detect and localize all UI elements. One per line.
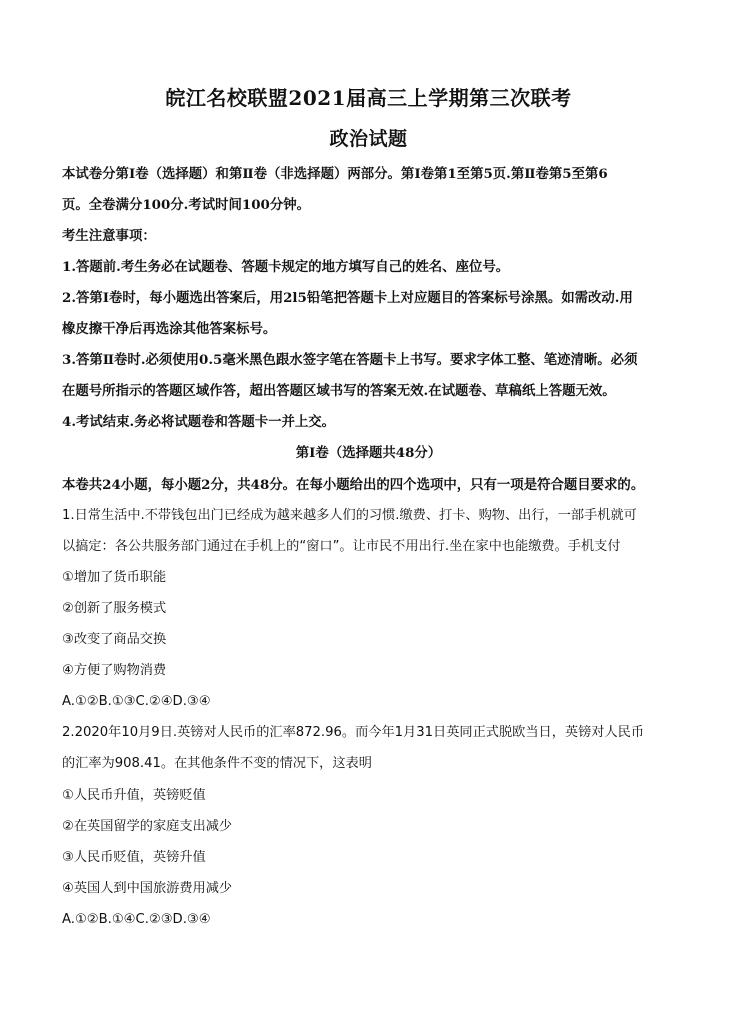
section-description: 本卷共24小题，每小题2分，共48分。在每小题给出的四个选项中，只有一项是符合题目要求的。 xyxy=(62,477,645,493)
question-2-option-1: ①人民币升值，英镑贬值 xyxy=(62,788,206,803)
question-2-option-3: ③人民币贬值，英镑升值 xyxy=(62,850,206,865)
notice-item-4: 4.考试结束.务必将试题卷和答题卡一并上交。 xyxy=(62,414,336,430)
question-2-option-4: ④英国人到中国旅游费用减少 xyxy=(62,881,233,896)
question-1-answers: A.①②B.①③C.②④D.③④ xyxy=(62,694,211,709)
notice-item-2-line-1: 2.答第Ⅰ卷时，每小题选出答案后，用2l5铅笔把答题卡上对应题目的答案标号涂黑。如需改动.用 xyxy=(62,290,633,306)
intro-line-1: 本试卷分第Ⅰ卷（选择题）和第Ⅱ卷（非选择题）两部分。第Ⅰ卷第1至第5页.第Ⅱ卷第5至第6 xyxy=(62,166,608,182)
question-1-stem-line-2: 以搞定：各公共服务部门通过在手机上的“窗口”。让市民不用出行.坐在家中也能缴费。手机支付 xyxy=(62,539,621,554)
section-title: 第Ⅰ卷（选择题共48分） xyxy=(295,445,442,461)
notice-item-2-line-2: 橡皮擦干净后再选涂其他答案标号。 xyxy=(62,321,277,337)
notice-item-1: 1.答题前.考生务必在试题卷、答题卡规定的地方填写自己的姓名、座位号。 xyxy=(62,259,510,275)
notice-item-3-line-2: 在题号所指示的答题区域作答，超出答题区域书写的答案无效.在试题卷、草稿纸上答题无效。 xyxy=(62,383,616,399)
question-2-stem-line-1: 2.2020年10月9日.英镑对人民币的汇率872.96。而今年1月31日英同正式脱欧当日，英镑对人民币 xyxy=(62,725,645,740)
intro-line-2: 页。全卷满分100分.考试时间100分钟。 xyxy=(62,197,311,213)
question-2-answers: A.①②B.①④C.②③D.③④ xyxy=(62,912,211,927)
exam-subject: 政治试题 xyxy=(329,128,408,150)
notice-heading: 考生注意事项： xyxy=(62,228,156,244)
question-1-option-2: ②创新了服务模式 xyxy=(62,601,167,616)
notice-item-3-line-1: 3.答第Ⅱ卷时.必须使用0.5毫米黑色跟水签字笔在答题卡上书写。要求字体工整、笔迹清晰。必须 xyxy=(62,352,638,368)
question-2-option-2: ②在英国留学的家庭支出减少 xyxy=(62,819,233,834)
question-2-stem-line-2: 的汇率为908.41。在其他条件不变的情况下，这表明 xyxy=(62,756,372,771)
question-1-stem-line-1: 1.日常生活中.不带钱包出门已经成为越来越多人们的习惯.缴费、打卡、购物、出行，一部手机就可 xyxy=(62,508,637,523)
exam-title: 皖江名校联盟2021届高三上学期第三次联考 xyxy=(165,86,572,110)
question-1-option-3: ③改变了商品交换 xyxy=(62,632,167,647)
question-1-option-4: ④方便了购物消费 xyxy=(62,663,167,678)
question-1-option-1: ①增加了货币职能 xyxy=(62,570,167,585)
